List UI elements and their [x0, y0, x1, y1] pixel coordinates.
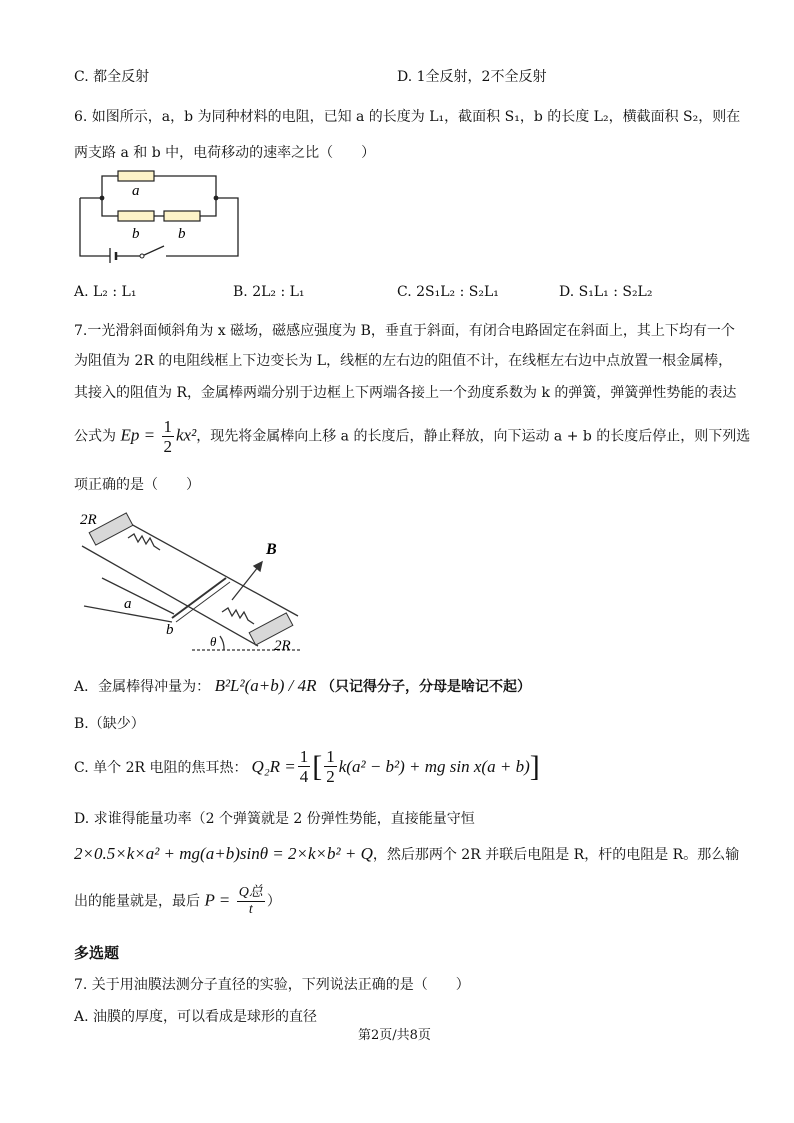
q7-incline-figure [74, 508, 304, 658]
q7-option-b: B.（缺少） [74, 716, 145, 732]
switch-pivot [140, 254, 144, 258]
q7-option-c-quarter-num: 1 [299, 747, 309, 766]
label-a: a [132, 183, 140, 199]
q7-option-c-half-den: 2 [326, 767, 335, 786]
label-b-1: b [132, 226, 140, 242]
q7-half-denominator: 2 [163, 437, 173, 456]
q7-line4-suffix: ，现先将金属棒向上移 a 的长度后，静止释放，向下运动 a + b 的长度后停止，则下列选 [196, 428, 751, 445]
q7-option-a-formula: B²L²(a+b) / 4R [214, 676, 317, 695]
q7-half-numerator: 1 [163, 417, 173, 436]
q6-stem-line1: 6. 如图所示，a，b 为同种材料的电阻，已知 a 的长度为 L₁，截面积 S₁，b 的长度 L₂，横截面积 S₂，则在 [74, 109, 741, 125]
label-theta: θ [210, 634, 217, 649]
q7-option-d-line3-suffix: ） [266, 893, 281, 910]
label-b-field: B [266, 541, 277, 558]
q6-option-d: D. S₁L₁ : S₂L₂ [559, 284, 653, 300]
section-heading-multiple-choice: 多选题 [74, 944, 120, 962]
q7-energy-formula-lhs: Ep = [120, 425, 156, 445]
q6-stem-line2: 两支路 a 和 b 中，电荷移动的速率之比（ ） [74, 145, 376, 161]
q7-option-d-power-lhs: P = [204, 890, 231, 910]
q7-option-c-rhs: k(a² − b²) + mg sin x(a + b) [338, 756, 530, 776]
q7-option-d-line2 [74, 844, 739, 864]
label-b-2: b [178, 226, 186, 242]
q7-option-c-half [324, 748, 337, 785]
multi-q7-option-a: A. 油膜的厚度，可以看成是球形的直径 [74, 1009, 318, 1025]
junction-dot-right [214, 196, 219, 201]
q7-option-d-line3 [74, 886, 281, 917]
q7-option-c-quarter-den: 4 [299, 767, 309, 786]
q7-option-c-bracket-open: [ [312, 749, 323, 783]
q7-stem-line1: 7.一光滑斜面倾斜角为 x 磁场，磁感应强度为 B，垂直于斜面，有闭合电路固定在斜面上，其上下均有一个 [74, 323, 735, 339]
resistor-a [118, 171, 154, 181]
q6-option-c: C. 2S₁L₂ : S₂L₁ [397, 284, 499, 300]
junction-dot-left [100, 196, 105, 201]
q7-energy-formula-rhs: kx² [176, 425, 197, 445]
q6-circuit-figure [74, 168, 244, 263]
q7-option-c-quarter [298, 748, 311, 785]
q7-option-c-text: C. 单个 2R 电阻的焦耳热： [74, 759, 248, 776]
q5-option-d: D. 1全反射，2不全反射 [397, 69, 547, 85]
q7-option-a [74, 676, 531, 696]
q7-option-c-bracket-close: ] [529, 749, 540, 783]
resistor-b-2 [164, 211, 200, 221]
q7-half-fraction [162, 418, 175, 455]
q7-option-d-line1: D. 求谁得能量功率（2 个弹簧就是 2 份弹性势能，直接能量守恒 [74, 811, 475, 827]
q7-stem-line3: 其接入的阻值为 R，金属棒两端分别于边框上下两端各接上一个劲度系数为 k 的弹簧，弹簧弹性势能的表达 [74, 385, 737, 401]
q7-option-c-half-num: 1 [326, 747, 335, 766]
label-b-distance: b [166, 622, 174, 638]
label-a-distance: a [124, 596, 132, 612]
q7-option-d-line2-text: ，然后那两个 2R 并联后电阻是 R，杆的电阻是 R。那么输 [372, 847, 740, 863]
q7-option-d-power-den: t [248, 902, 253, 917]
page-footer: 第2页/共8页 [358, 1028, 431, 1043]
q7-line4-prefix: 公式为 [74, 428, 116, 445]
q7-option-a-note: （只记得分子，分母是啥记不起） [320, 679, 531, 695]
q7-option-d-line3-prefix: 出的能量就是，最后 [74, 893, 200, 910]
q7-option-d-energy-formula: 2×0.5×k×a² + mg(a+b)sinθ = 2×k×b² + Q [74, 844, 373, 863]
q6-option-b: B. 2L₂ : L₁ [233, 284, 305, 300]
q7-option-c [74, 748, 540, 785]
q7-option-d-power-num: Q总 [238, 885, 263, 900]
label-2r-bottom: 2R [274, 638, 291, 654]
q7-option-a-text: A．金属棒得冲量为： [74, 679, 211, 695]
q7-stem-line5: 项正确的是（ ） [74, 477, 200, 493]
q5-option-c: C. 都全反射 [74, 69, 150, 85]
resistor-b-1 [118, 211, 154, 221]
q6-option-a: A. L₂ : L₁ [74, 284, 137, 300]
multi-q7-stem: 7. 关于用油膜法测分子直径的实验，下列说法正确的是（ ） [74, 977, 470, 993]
q7-stem-line2: 为阻值为 2R 的电阻线框上下边变长为 L，线框的左右边的阻值不计，在线框左右边中点放置一根金属棒， [74, 353, 733, 369]
q7-option-d-power-fraction [237, 886, 265, 917]
q7-stem-line4 [74, 418, 750, 455]
label-2r-top: 2R [80, 512, 97, 528]
q7-option-c-lhs: Q₂R = [251, 756, 296, 776]
